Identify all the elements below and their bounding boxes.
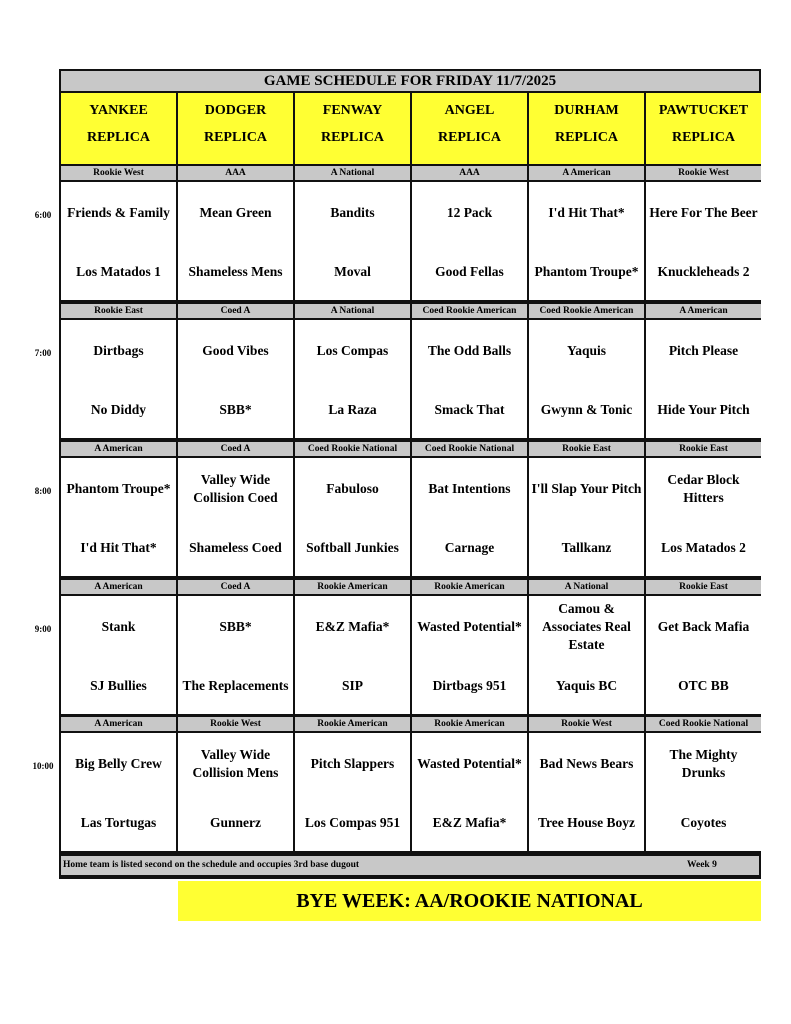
away-team: Good Vibes: [202, 343, 269, 358]
division-label: A American: [61, 442, 176, 456]
field-suffix: REPLICA: [671, 130, 735, 145]
field-name: DODGER: [204, 103, 267, 118]
division-label: Rookie American: [295, 580, 410, 594]
time-label: 8:00: [34, 486, 52, 496]
home-team: Yaquis BC: [555, 678, 618, 693]
away-team: Phantom Troupe*: [66, 481, 171, 496]
away-team: Get Back Mafia: [657, 619, 750, 634]
game-cell: [412, 733, 527, 851]
away-team: SBB*: [219, 619, 252, 634]
home-team: Los Compas 951: [304, 815, 401, 830]
game-cell: [61, 320, 176, 438]
away-team: Bat Intentions: [428, 481, 511, 496]
away-team: 12 Pack: [446, 205, 493, 220]
home-team: The Replacements: [182, 678, 289, 693]
home-team: Tallkanz: [561, 540, 612, 555]
division-label: Rookie East: [646, 442, 761, 456]
home-team: E&Z Mafia*: [432, 815, 507, 830]
field-name: PAWTUCKET: [658, 103, 749, 118]
game-cell: [178, 320, 293, 438]
game-cell: [295, 182, 410, 300]
division-label: Rookie West: [529, 717, 644, 731]
schedule-footer: [61, 856, 759, 875]
game-cell: [412, 182, 527, 300]
division-label: Rookie West: [178, 717, 293, 731]
field-suffix: REPLICA: [554, 130, 618, 145]
division-label: Coed A: [178, 580, 293, 594]
away-team: Bad News Bears: [539, 756, 634, 771]
home-team: SBB*: [219, 402, 252, 417]
away-team: Mean Green: [199, 205, 272, 220]
away-team: Pitch Please: [668, 343, 739, 358]
game-cell: [295, 458, 410, 576]
home-team: Dirtbags 951: [432, 678, 507, 693]
away-team: E&Z Mafia*: [315, 619, 390, 634]
field-name: ANGEL: [444, 103, 495, 118]
game-cell: [178, 182, 293, 300]
time-label: 10:00: [32, 761, 54, 771]
home-team: La Raza: [328, 402, 377, 417]
division-label: AAA: [178, 166, 293, 180]
home-team: Shameless Coed: [189, 540, 282, 555]
away-team: Cedar Block Hitters: [667, 472, 740, 505]
division-label: Rookie East: [61, 304, 176, 318]
home-team: Las Tortugas: [80, 815, 157, 830]
game-cell: [646, 320, 761, 438]
home-team: Los Matados 2: [661, 540, 746, 555]
division-label: Rookie American: [412, 580, 527, 594]
field-header: [646, 93, 761, 164]
game-cell: [529, 320, 644, 438]
game-cell: [295, 320, 410, 438]
home-team: Moval: [334, 264, 371, 279]
game-cell: [646, 733, 761, 851]
game-cell: [646, 596, 761, 714]
home-team: Good Fellas: [435, 264, 504, 279]
home-team: Coyotes: [680, 815, 727, 830]
game-cell: [178, 733, 293, 851]
home-team: Shameless Mens: [188, 264, 283, 279]
home-team: Gunnerz: [209, 815, 261, 830]
division-label: AAA: [412, 166, 527, 180]
division-label: A National: [295, 304, 410, 318]
away-team: Here For The Beer: [649, 205, 758, 220]
home-team: Smack That: [434, 402, 505, 417]
home-team: SIP: [341, 678, 363, 693]
game-cell: [646, 458, 761, 576]
away-team: Dirtbags: [93, 343, 144, 358]
division-label: A American: [61, 717, 176, 731]
game-cell: [178, 458, 293, 576]
field-suffix: REPLICA: [320, 130, 384, 145]
home-team: Tree House Boyz: [538, 815, 635, 830]
away-team: I'll Slap Your Pitch: [531, 481, 642, 496]
away-team: Valley Wide Collision Mens: [192, 747, 279, 780]
game-cell: [295, 733, 410, 851]
game-cell: [412, 596, 527, 714]
division-label: Coed Rookie American: [529, 304, 644, 318]
away-team: Big Belly Crew: [75, 756, 162, 771]
away-team: Los Compas: [316, 343, 389, 358]
division-label: A National: [529, 580, 644, 594]
field-suffix: REPLICA: [203, 130, 267, 145]
away-team: Pitch Slappers: [310, 756, 395, 771]
away-team: The Odd Balls: [427, 343, 512, 358]
game-cell: [529, 182, 644, 300]
away-team: Camou & Associates Real Estate: [542, 601, 631, 652]
division-label: Rookie American: [295, 717, 410, 731]
away-team: I'd Hit That*: [548, 205, 625, 220]
division-label: Coed Rookie National: [646, 717, 761, 731]
field-suffix: REPLICA: [437, 130, 501, 145]
field-header: [529, 93, 644, 164]
division-label: Coed Rookie American: [412, 304, 527, 318]
field-header: [178, 93, 293, 164]
division-label: Rookie East: [529, 442, 644, 456]
game-cell: [61, 458, 176, 576]
home-team: SJ Bullies: [90, 678, 147, 693]
home-team: No Diddy: [90, 402, 147, 417]
division-label: A American: [646, 304, 761, 318]
bye-week-banner: BYE WEEK: AA/ROOKIE NATIONAL: [178, 881, 761, 921]
division-label: A American: [61, 580, 176, 594]
schedule-title: GAME SCHEDULE FOR FRIDAY 11/7/2025: [61, 71, 759, 91]
home-team-note: Home team is listed second on the schedule and occupies 3rd base dugout: [63, 860, 360, 870]
field-header: [61, 93, 176, 164]
game-cell: [61, 596, 176, 714]
away-team: Bandits: [330, 205, 375, 220]
away-team: Yaquis: [566, 343, 607, 358]
home-team: Gwynn & Tonic: [540, 402, 633, 417]
game-cell: [529, 458, 644, 576]
game-cell: [412, 320, 527, 438]
field-name: DURHAM: [554, 103, 619, 118]
game-cell: [646, 182, 761, 300]
game-cell: [178, 596, 293, 714]
division-label: Rookie American: [412, 717, 527, 731]
division-label: Coed Rookie National: [412, 442, 527, 456]
away-team: Valley Wide Collision Coed: [193, 472, 278, 505]
away-team: Wasted Potential*: [417, 756, 522, 771]
field-suffix: REPLICA: [86, 130, 150, 145]
away-team: Wasted Potential*: [417, 619, 522, 634]
game-cell: [61, 182, 176, 300]
division-label: A American: [529, 166, 644, 180]
division-label: Coed A: [178, 304, 293, 318]
division-label: Rookie West: [61, 166, 176, 180]
division-label: Rookie East: [646, 580, 761, 594]
division-label: A National: [295, 166, 410, 180]
game-cell: [529, 596, 644, 714]
field-name: FENWAY: [322, 103, 383, 118]
home-team: OTC BB: [678, 678, 729, 693]
home-team: Hide Your Pitch: [657, 402, 750, 417]
field-name: YANKEE: [89, 103, 148, 118]
time-label: 7:00: [34, 348, 52, 358]
home-team: I'd Hit That*: [80, 540, 157, 555]
time-label: 6:00: [34, 210, 52, 220]
home-team: Carnage: [444, 540, 495, 555]
field-header: [295, 93, 410, 164]
division-label: Coed Rookie National: [295, 442, 410, 456]
time-label: 9:00: [34, 624, 52, 634]
week-label: Week 9: [687, 860, 717, 870]
division-label: Coed A: [178, 442, 293, 456]
away-team: The Mighty Drunks: [669, 747, 738, 780]
home-team: Knuckleheads 2: [657, 264, 750, 279]
home-team: Softball Junkies: [306, 540, 399, 555]
away-team: Stank: [101, 619, 136, 634]
field-header: [412, 93, 527, 164]
away-team: Fabuloso: [326, 481, 379, 496]
game-cell: [412, 458, 527, 576]
game-cell: [295, 596, 410, 714]
game-cell: [61, 733, 176, 851]
home-team: Los Matados 1: [76, 264, 161, 279]
away-team: Friends & Family: [67, 205, 170, 220]
home-team: Phantom Troupe*: [534, 264, 639, 279]
game-cell: [529, 733, 644, 851]
division-label: Rookie West: [646, 166, 761, 180]
schedule-table: [59, 69, 761, 879]
